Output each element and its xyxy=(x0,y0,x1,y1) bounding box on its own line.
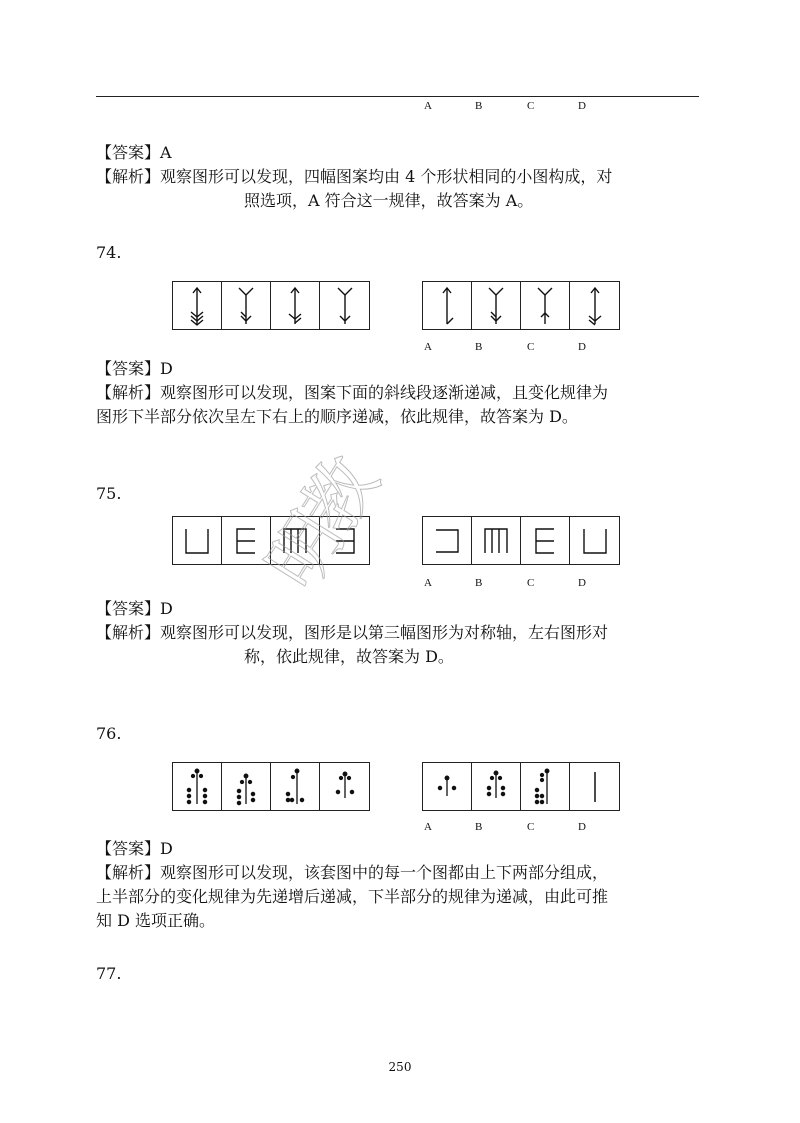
q76-q-cell-2 xyxy=(222,763,271,810)
arrow-icon xyxy=(185,286,209,326)
q74-q-cell-2 xyxy=(222,282,271,329)
q73-analysis-2: 照选项，A 符合这一规律，故答案为 A。 xyxy=(244,191,534,210)
arrow-icon xyxy=(435,286,459,326)
dot-figure-icon xyxy=(182,768,212,806)
q76-analysis-3: 知 D 选项正确。 xyxy=(96,911,216,930)
q75-number: 75. xyxy=(96,484,122,503)
q75-option-a xyxy=(423,517,472,564)
q76-label-d: D xyxy=(578,821,586,833)
q76-label-c: C xyxy=(527,821,535,833)
q74-option-a xyxy=(423,282,472,329)
q76-option-b xyxy=(472,763,521,810)
q75-answer: 【答案】D xyxy=(96,599,173,618)
q74-label-d: D xyxy=(578,341,586,353)
q75-option-c xyxy=(521,517,570,564)
q76-q-cell-3 xyxy=(271,763,320,810)
e-shape-icon xyxy=(530,526,560,556)
arrow-icon xyxy=(283,286,307,326)
q73-answer: 【答案】A xyxy=(96,143,172,162)
q74-label-a: A xyxy=(424,341,432,353)
q74-q-cell-3 xyxy=(271,282,320,329)
line-figure-icon xyxy=(580,768,610,806)
q75-option-d xyxy=(570,517,619,564)
m-shape-icon xyxy=(481,526,511,556)
u-shape-icon xyxy=(182,526,212,556)
u-shape-icon xyxy=(580,526,610,556)
q74-options-strip xyxy=(422,281,620,330)
q73-answer-block xyxy=(96,141,706,213)
q74-label-c: C xyxy=(527,341,535,353)
q74-q-cell-4 xyxy=(320,282,369,329)
q75-option-b xyxy=(472,517,521,564)
q75-label-a: A xyxy=(424,577,432,589)
top-label-a: A xyxy=(424,100,432,112)
q76-options-strip xyxy=(422,762,620,811)
q74-answer-block xyxy=(96,357,706,429)
q74-answer: 【答案】D xyxy=(96,359,173,378)
q76-label-b: B xyxy=(475,821,483,833)
arrow-icon xyxy=(234,286,258,326)
q74-option-d xyxy=(570,282,619,329)
q76-option-c xyxy=(521,763,570,810)
q76-option-a xyxy=(423,763,472,810)
q76-q-cell-4 xyxy=(320,763,369,810)
dot-figure-icon xyxy=(481,768,511,806)
q77-number: 77. xyxy=(96,964,122,983)
arrow-icon xyxy=(583,286,607,326)
q75-label-b: B xyxy=(475,577,483,589)
q76-number: 76. xyxy=(96,724,122,743)
watermark: 明教 xyxy=(250,446,392,604)
reverse-c-shape-icon xyxy=(432,526,462,556)
q74-label-b: B xyxy=(475,341,483,353)
q75-analysis-2: 称，依此规律，故答案为 D。 xyxy=(244,647,454,666)
q74-option-labels xyxy=(0,341,800,355)
dot-figure-icon xyxy=(330,768,360,806)
q76-answer: 【答案】D xyxy=(96,839,173,858)
dot-figure-icon xyxy=(280,768,310,806)
arrow-icon xyxy=(333,286,357,326)
top-label-b: B xyxy=(475,100,483,112)
q75-q-cell-1 xyxy=(173,517,222,564)
q74-analysis-2: 图形下半部分依次呈左下右上的顺序递减，依此规律，故答案为 D。 xyxy=(96,407,578,426)
arrow-icon xyxy=(484,286,508,326)
top-label-c: C xyxy=(527,100,535,112)
dot-figure-icon xyxy=(530,768,560,806)
q76-answer-block xyxy=(96,837,706,933)
q76-option-d xyxy=(570,763,619,810)
q75-answer-block xyxy=(96,597,706,669)
dot-figure-icon xyxy=(432,768,462,806)
arrow-icon xyxy=(533,286,557,326)
q75-analysis-1: 【解析】观察图形可以发现，图形是以第三幅图形为对称轴，左右图形对 xyxy=(96,623,609,642)
q74-analysis-1: 【解析】观察图形可以发现，图案下面的斜线段逐渐递减，且变化规律为 xyxy=(96,383,609,402)
q76-option-labels xyxy=(0,821,800,835)
q76-q-cell-1 xyxy=(173,763,222,810)
top-label-d: D xyxy=(578,100,586,112)
q74-option-b xyxy=(472,282,521,329)
dot-figure-icon xyxy=(231,768,261,806)
q76-analysis-2: 上半部分的变化规律为先递增后递减，下半部分的规律为递减，由此可推 xyxy=(96,887,609,906)
q74-option-c xyxy=(521,282,570,329)
page-number: 250 xyxy=(388,1060,412,1074)
header-rule xyxy=(96,96,699,97)
q75-label-c: C xyxy=(527,577,535,589)
q76-analysis-1: 【解析】观察图形可以发现，该套图中的每一个图都由上下两部分组成， xyxy=(96,863,609,882)
q75-label-d: D xyxy=(578,577,586,589)
q74-number: 74. xyxy=(96,243,122,262)
q75-options-strip xyxy=(422,516,620,565)
q75-option-labels xyxy=(0,577,800,591)
q76-label-a: A xyxy=(424,821,432,833)
q73-analysis-1: 【解析】观察图形可以发现，四幅图案均由 4 个形状相同的小图构成，对 xyxy=(96,167,613,186)
top-option-labels xyxy=(0,100,800,114)
q74-q-cell-1 xyxy=(173,282,222,329)
q76-question-strip xyxy=(172,762,370,811)
q74-question-strip xyxy=(172,281,370,330)
